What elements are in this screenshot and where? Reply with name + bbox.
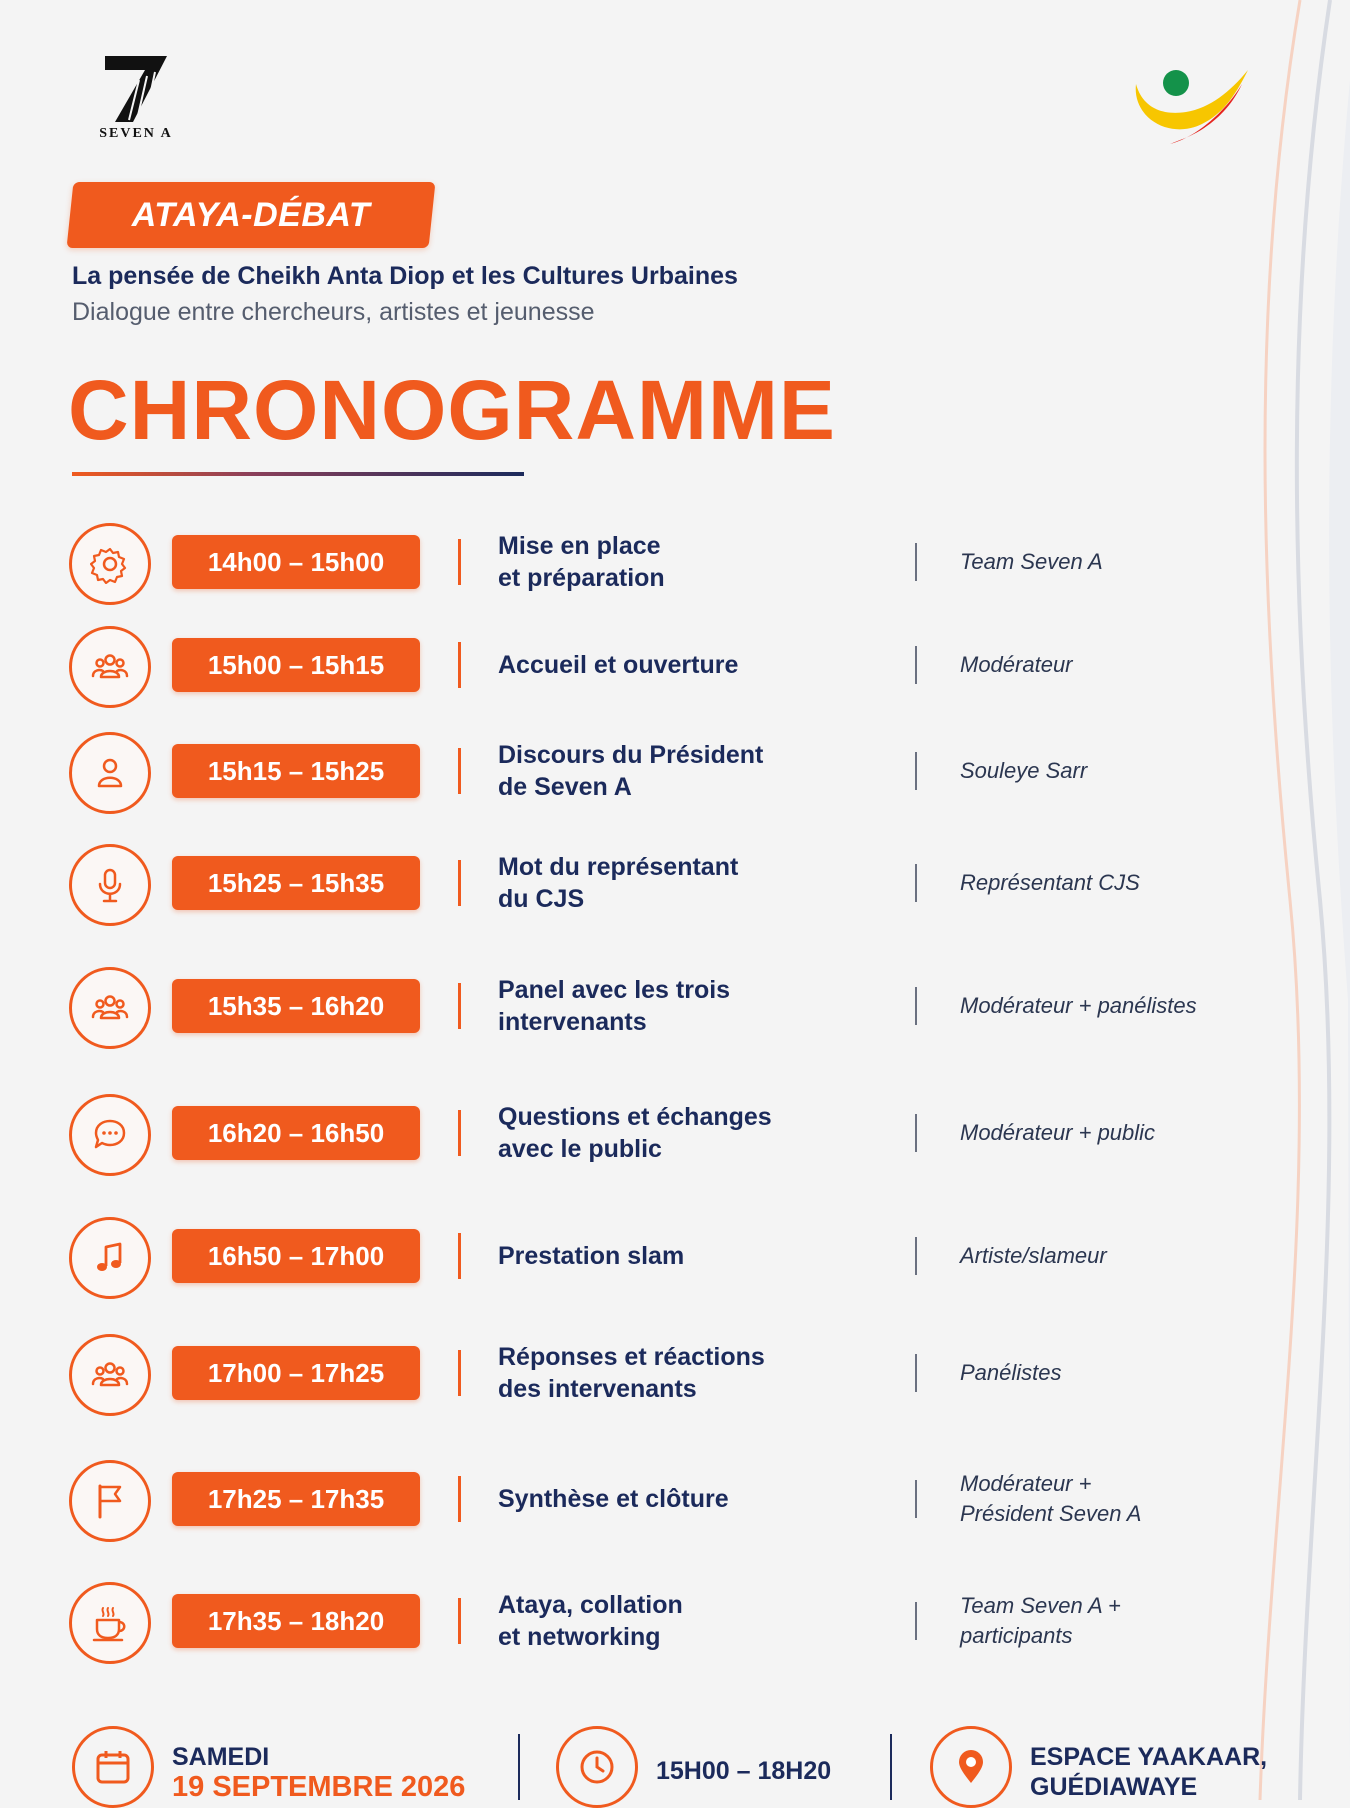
speaker-label (960, 1581, 1280, 1661)
activity-text: Mise en place et préparation (498, 532, 665, 592)
row-divider (915, 1480, 917, 1518)
microphone-icon (69, 844, 151, 926)
speaker-text: Modérateur + public (960, 1120, 1156, 1145)
footer-date-text (172, 1742, 465, 1802)
speaker-text: Modérateur + Président Seven A (960, 1471, 1142, 1526)
time-slot: 17h35 – 18h20 (172, 1594, 420, 1648)
person-icon (69, 732, 151, 814)
event-type-label: ATAYA-DÉBAT (131, 196, 371, 234)
row-divider (915, 1602, 917, 1640)
schedule-row (0, 625, 1300, 705)
activity-text: Accueil et ouverture (498, 651, 739, 679)
row-divider (458, 539, 461, 585)
schedule-row (0, 731, 1300, 811)
schedule-row (0, 966, 1300, 1046)
time-slot: 17h25 – 17h35 (172, 1472, 420, 1526)
activity-text: Panel avec les trois intervenants (498, 976, 731, 1036)
seven-a-logo-mark-icon (103, 54, 169, 124)
time-slot: 15h25 – 15h35 (172, 856, 420, 910)
logo-text: SEVEN A (99, 126, 173, 141)
row-divider (458, 748, 461, 794)
speaker-text: Team Seven A + participants (960, 1593, 1121, 1648)
seven-a-logo (88, 54, 184, 142)
speaker-label (960, 1333, 1280, 1413)
location-line-2: GUÉDIAWAYE (1030, 1773, 1198, 1801)
row-divider (458, 1350, 461, 1396)
speaker-label (960, 1093, 1280, 1173)
speaker-text: Artiste/slameur (960, 1243, 1107, 1268)
group-icon (69, 967, 151, 1049)
speaker-label (960, 843, 1280, 923)
group-icon (69, 626, 151, 708)
speaker-text: Team Seven A (960, 549, 1103, 574)
time-slot: 16h50 – 17h00 (172, 1229, 420, 1283)
time-slot: 15h35 – 16h20 (172, 979, 420, 1033)
event-day: SAMEDI (172, 1743, 270, 1771)
activity-text: Discours du Président de Seven A (498, 741, 764, 801)
activity-text: Réponses et réactions des intervenants (498, 1343, 765, 1403)
activity-label (498, 1333, 898, 1413)
speaker-label (960, 522, 1280, 602)
row-divider (915, 1354, 917, 1392)
page-title: CHRONOGRAMME (68, 363, 836, 457)
footer-divider (890, 1734, 892, 1800)
schedule-row (0, 1093, 1300, 1173)
activity-label (498, 1093, 898, 1173)
event-subtitle: La pensée de Cheikh Anta Diop et les Cultures Urbaines (72, 262, 738, 290)
time-slot: 15h00 – 15h15 (172, 638, 420, 692)
event-hours: 15H00 – 18H20 (656, 1757, 832, 1785)
group-icon (69, 1334, 151, 1416)
activity-label (498, 1459, 898, 1539)
music-note-icon (69, 1217, 151, 1299)
row-divider (458, 1476, 461, 1522)
schedule-row (0, 1216, 1300, 1296)
speaker-label (960, 966, 1280, 1046)
speaker-label (960, 1459, 1280, 1539)
speaker-text: Panélistes (960, 1360, 1062, 1385)
time-slot: 15h15 – 15h25 (172, 744, 420, 798)
location-line-1: ESPACE YAAKAAR, (1030, 1743, 1268, 1771)
activity-text: Ataya, collation et networking (498, 1591, 683, 1651)
time-slot: 16h20 – 16h50 (172, 1106, 420, 1160)
speaker-text: Modérateur (960, 652, 1073, 677)
activity-text: Questions et échanges avec le public (498, 1103, 772, 1163)
row-divider (458, 1233, 461, 1279)
calendar-icon (72, 1726, 154, 1808)
activity-text: Mot du représentant du CJS (498, 853, 739, 913)
speaker-text: Modérateur + panélistes (960, 993, 1197, 1018)
schedule-row (0, 1459, 1300, 1539)
schedule-row (0, 1333, 1300, 1413)
footer-divider (518, 1734, 520, 1800)
gear-icon (69, 523, 151, 605)
schedule-row (0, 522, 1300, 602)
activity-label (498, 843, 898, 923)
activity-label (498, 731, 898, 811)
row-divider (915, 1114, 917, 1152)
row-divider (458, 860, 461, 906)
title-underline (72, 472, 524, 476)
activity-label (498, 1216, 898, 1296)
schedule-row (0, 1581, 1300, 1661)
speaker-label (960, 625, 1280, 705)
event-type-badge (67, 182, 436, 248)
time-slot: 17h00 – 17h25 (172, 1346, 420, 1400)
partner-emblem-icon (1130, 58, 1250, 148)
activity-label (498, 966, 898, 1046)
speaker-text: Souleye Sarr (960, 758, 1088, 783)
row-divider (915, 646, 917, 684)
speaker-label (960, 731, 1280, 811)
schedule-row (0, 843, 1300, 923)
row-divider (915, 987, 917, 1025)
event-date: 19 SEPTEMBRE 2026 (172, 1771, 466, 1803)
row-divider (458, 983, 461, 1029)
speaker-text: Représentant CJS (960, 870, 1140, 895)
speaker-label (960, 1216, 1280, 1296)
event-tagline: Dialogue entre chercheurs, artistes et jeunesse (72, 298, 595, 326)
activity-text: Prestation slam (498, 1242, 685, 1270)
footer-location-text (1030, 1742, 1267, 1802)
row-divider (458, 1598, 461, 1644)
row-divider (458, 1110, 461, 1156)
row-divider (915, 752, 917, 790)
activity-label (498, 1581, 898, 1661)
location-pin-icon (930, 1726, 1012, 1808)
row-divider (915, 543, 917, 581)
row-divider (458, 642, 461, 688)
row-divider (915, 864, 917, 902)
activity-label (498, 522, 898, 602)
clock-icon (556, 1726, 638, 1808)
chat-bubble-icon (69, 1094, 151, 1176)
activity-text: Synthèse et clôture (498, 1485, 729, 1513)
flag-icon (69, 1460, 151, 1542)
coffee-cup-icon (69, 1582, 151, 1664)
time-slot: 14h00 – 15h00 (172, 535, 420, 589)
activity-label (498, 625, 898, 705)
row-divider (915, 1237, 917, 1275)
